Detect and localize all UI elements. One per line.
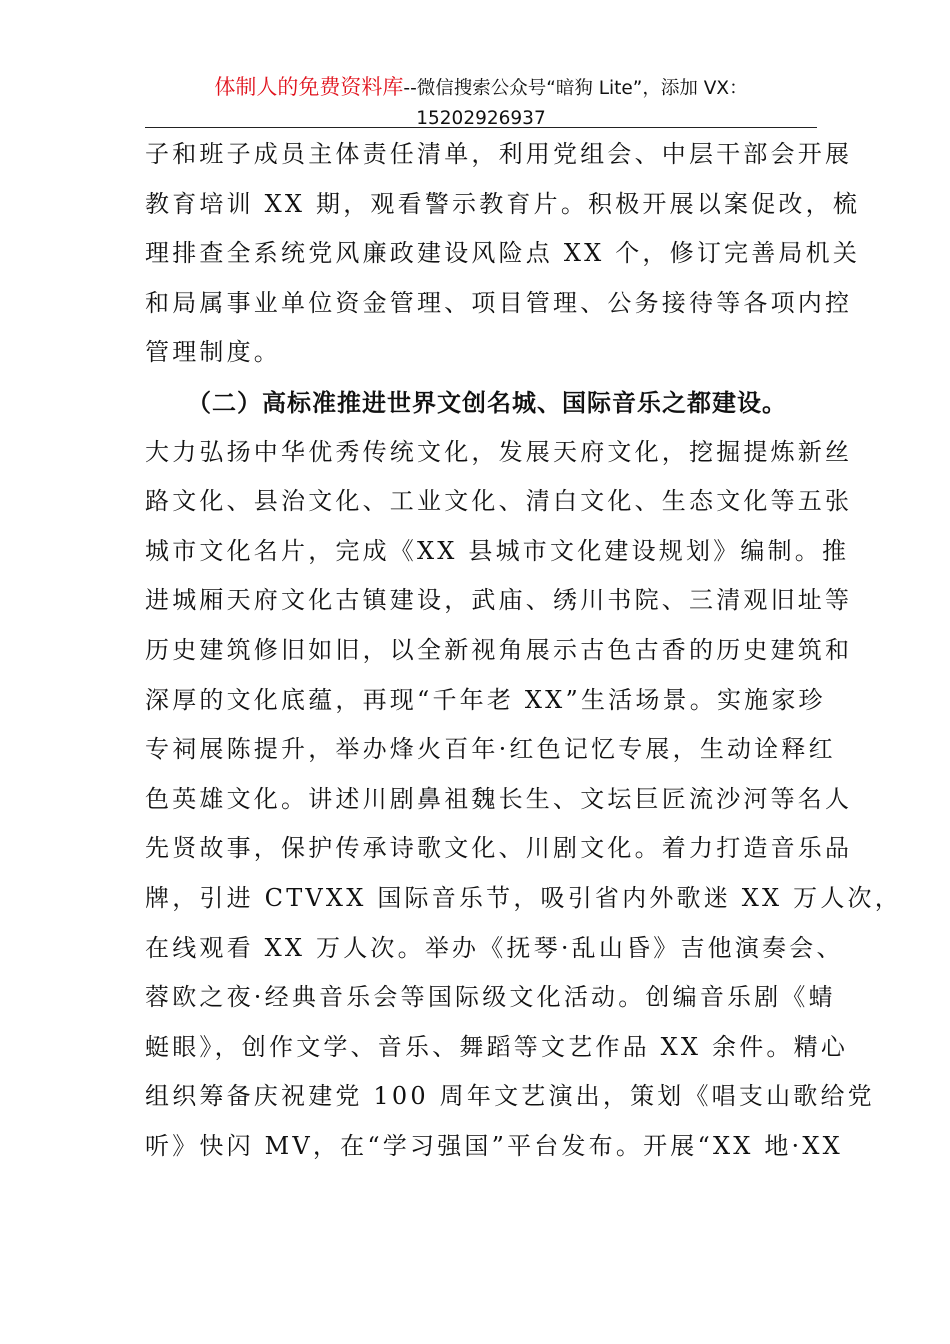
paragraph-line: 管理制度。 — [145, 338, 281, 367]
paragraph-line: 专祠展陈提升，举办烽火百年·红色记忆专展，生动诠释红 — [145, 735, 836, 764]
paragraph-line: 听》快闪 MV，在“学习强国”平台发布。开展“XX 地·XX — [145, 1131, 843, 1160]
section-heading: （二）高标准推进世界文创名城、国际音乐之都建设。 — [187, 387, 787, 417]
paragraph-line: 先贤故事，保护传承诗歌文化、川剧文化。着力打造音乐品 — [145, 834, 853, 863]
paragraph-line: 牌，引进 CTVXX 国际音乐节，吸引省内外歌迷 XX 万人次， — [145, 883, 902, 912]
header-brand: 体制人的免费资料库 — [214, 75, 404, 99]
paragraph-line: 在线观看 XX 万人次。举办《抚琴·乱山昏》吉他演奏会、 — [145, 933, 844, 962]
paragraph-line: 城市文化名片，完成《XX 县城市文化建设规划》编制。推 — [145, 536, 850, 565]
header-phone: 15202926937 — [416, 108, 546, 129]
paragraph-line: 大力弘扬中华优秀传统文化，发展天府文化，挖掘提炼新丝 — [145, 437, 853, 466]
paragraph-line: 路文化、县治文化、工业文化、清白文化、生态文化等五张 — [145, 487, 853, 516]
paragraph-line: 深厚的文化底蕴，再现“千年老 XX”生活场景。实施家珍 — [145, 685, 826, 714]
paragraph-line: 子和班子成员主体责任清单，利用党组会、中层干部会开展 — [145, 140, 853, 168]
paragraph-line: 进城厢天府文化古镇建设，武庙、绣川书院、三清观旧址等 — [145, 586, 853, 615]
page-header — [145, 72, 817, 134]
paragraph-line: 历史建筑修旧如旧，以全新视角展示古色古香的历史建筑和 — [145, 635, 853, 664]
paragraph-line: 蓉欧之夜·经典音乐会等国际级文化活动。创编音乐剧《蜻 — [145, 983, 836, 1012]
header-line-1 — [145, 72, 817, 104]
paragraph-line: 教育培训 XX 期，观看警示教育片。积极开展以案促改，梳 — [145, 189, 861, 218]
paragraph-line: 和局属事业单位资金管理、项目管理、公务接待等各项内控 — [145, 288, 853, 317]
paragraph-line: 组织筹备庆祝建党 100 周年文艺演出，策划《唱支山歌给党 — [145, 1082, 875, 1111]
paragraph-line: 色英雄文化。讲述川剧鼻祖魏长生、文坛巨匠流沙河等名人 — [145, 784, 853, 813]
header-divider — [145, 127, 817, 128]
paragraph-line: 蜓眼》，创作文学、音乐、舞蹈等文艺作品 XX 余件。精心 — [145, 1032, 849, 1061]
document-body — [145, 130, 902, 1171]
header-contact-text: --微信搜索公众号“暗狗 Lite”，添加 VX： — [403, 78, 748, 99]
paragraph-line: 理排查全系统党风廉政建设风险点 XX 个，修订完善局机关 — [145, 239, 861, 268]
